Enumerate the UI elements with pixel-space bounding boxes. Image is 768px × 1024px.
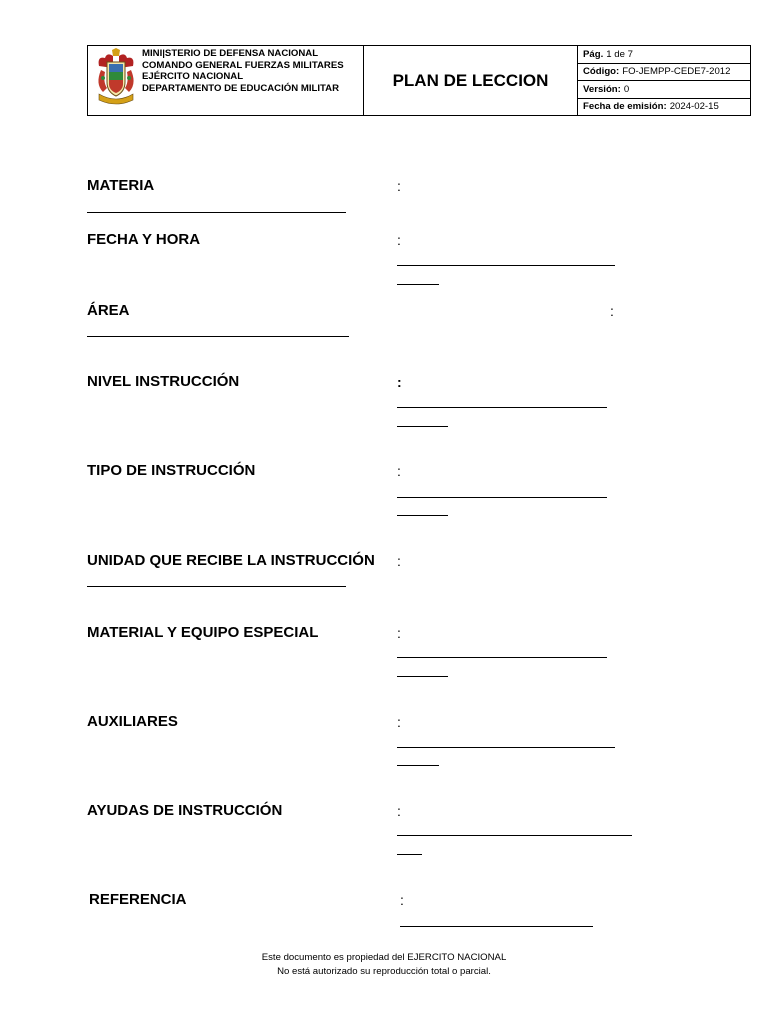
org-line: EJÉRCITO NACIONAL: [142, 71, 244, 82]
field-label-nivel-instruccion: NIVEL INSTRUCCIÓN: [87, 373, 240, 390]
field-colon: :: [397, 463, 401, 479]
blank-line: [87, 336, 349, 337]
footer-ownership-note: Este documento es propiedad del EJERCITO NACIONAL: [261, 952, 507, 963]
organization-name: [142, 48, 344, 94]
document-header: [87, 45, 751, 116]
document-meta: [578, 46, 750, 115]
blank-line: [397, 426, 448, 427]
field-label-materia: MATERIA: [87, 177, 155, 194]
field-colon: :: [397, 553, 401, 569]
blank-line: [397, 765, 439, 766]
blank-line: [397, 676, 448, 677]
blank-line: [397, 284, 439, 285]
field-label-auxiliares: AUXILIARES: [87, 713, 178, 730]
meta-value: 2024-02-15: [669, 101, 719, 113]
field-colon: :: [610, 303, 614, 319]
meta-code: [578, 64, 750, 82]
field-colon: :: [397, 374, 402, 390]
meta-value: FO-JEMPP-CEDE7-2012: [622, 66, 731, 78]
field-colon: :: [400, 892, 404, 908]
blank-line: [397, 747, 615, 748]
field-colon: :: [397, 803, 401, 819]
field-label-fecha-hora: FECHA Y HORA: [87, 231, 201, 248]
field-label-ayudas: AYUDAS DE INSTRUCCIÓN: [87, 802, 283, 819]
blank-line: [397, 835, 632, 836]
org-line: COMANDO GENERAL FUERZAS MILITARES: [142, 59, 344, 71]
footer-reproduction-note: No está autorizado su reproducción total o parcial.: [277, 966, 491, 977]
document-footer: [0, 951, 768, 979]
meta-label: Versión:: [583, 83, 621, 95]
blank-line: [400, 926, 593, 927]
field-colon: :: [397, 178, 401, 194]
field-label-unidad: UNIDAD QUE RECIBE LA INSTRUCCIÓN: [87, 552, 375, 569]
meta-issue-date: [578, 99, 750, 116]
header-organization-cell: [88, 46, 364, 115]
meta-value: 0: [623, 83, 630, 95]
blank-line: [397, 407, 607, 408]
field-colon: :: [397, 714, 401, 730]
blank-line: [397, 497, 607, 498]
meta-version: [578, 81, 750, 99]
field-colon: :: [397, 232, 401, 248]
blank-line: [397, 854, 422, 855]
field-colon: :: [397, 625, 401, 641]
army-crest-icon: [95, 48, 137, 108]
field-label-referencia: REFERENCIA: [89, 891, 187, 908]
blank-line: [87, 212, 346, 213]
meta-label: Fecha de emisión:: [583, 101, 667, 113]
org-line: DEPARTAMENTO DE EDUCACIÓN MILITAR: [142, 82, 340, 94]
meta-label: Código:: [583, 66, 620, 78]
field-label-tipo-instruccion: TIPO DE INSTRUCCIÓN: [87, 462, 256, 479]
blank-line: [87, 586, 346, 587]
field-label-area: ÁREA: [87, 302, 130, 319]
field-label-material-equipo: MATERIAL Y EQUIPO ESPECIAL: [87, 624, 319, 641]
blank-line: [397, 265, 615, 266]
meta-page: [578, 46, 750, 64]
document-title: PLAN DE LECCION: [364, 46, 578, 115]
blank-line: [397, 515, 448, 516]
meta-label: Pág.: [583, 48, 604, 60]
org-line: MINI|STERIO DE DEFENSA NACIONAL: [142, 48, 319, 59]
blank-line: [397, 657, 607, 658]
meta-value: 1 de 7: [606, 48, 633, 60]
